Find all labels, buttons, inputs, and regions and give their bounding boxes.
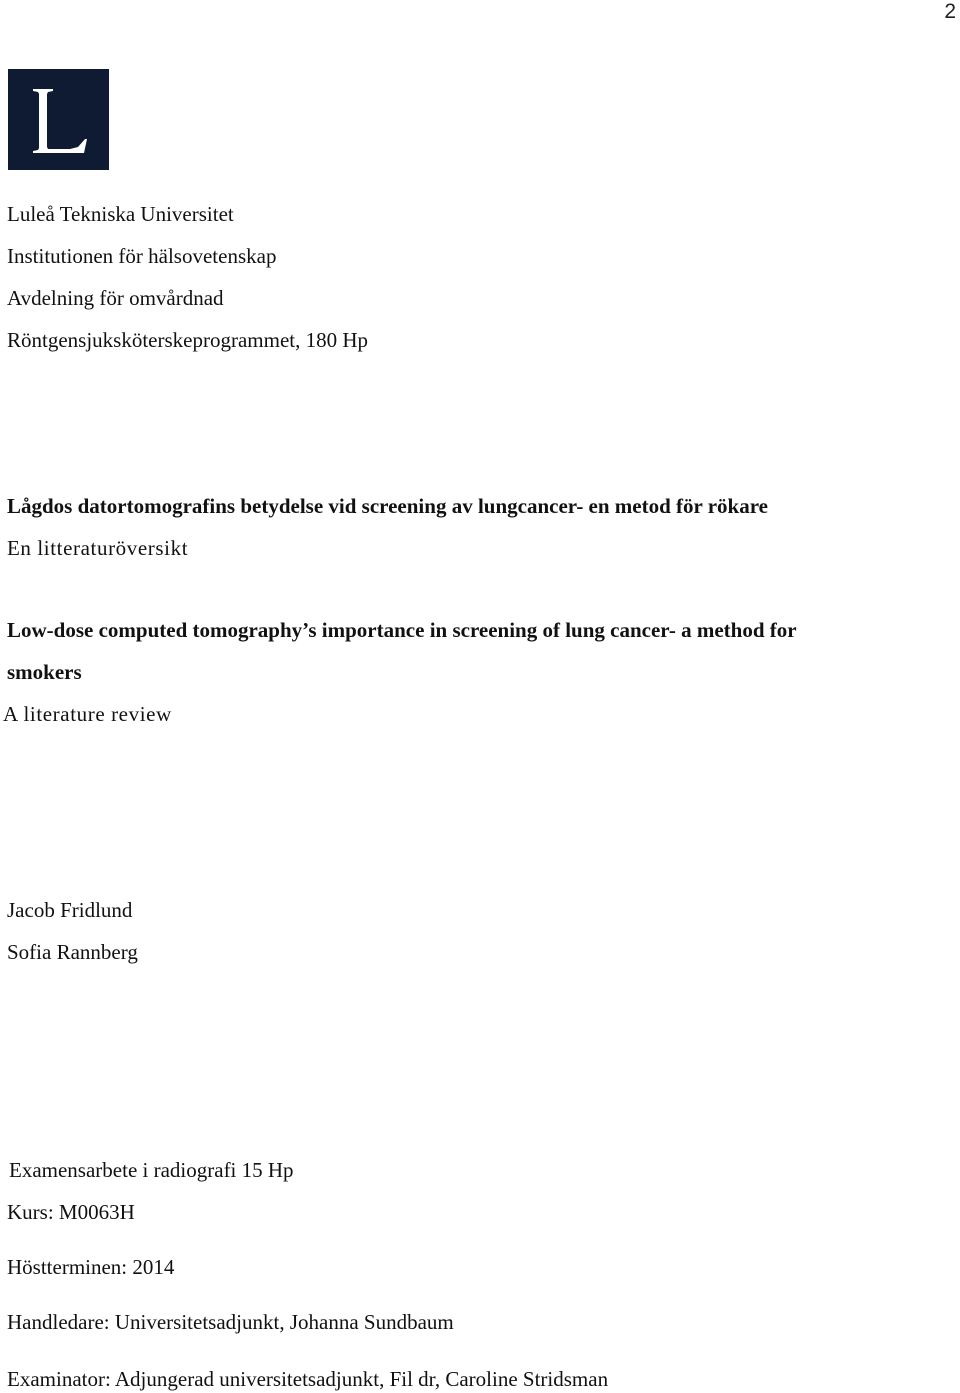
- english-title-line-1: Low-dose computed tomography’s importance in screening of lung cancer- a method for: [7, 618, 797, 642]
- examiner: Examinator: Adjungerad universitetsadjunkt, Fil dr, Caroline Stridsman: [7, 1367, 609, 1391]
- swedish-subtitle: En litteraturöversikt: [7, 536, 189, 560]
- term: Höstterminen: 2014: [7, 1255, 175, 1279]
- author-name: Sofia Rannberg: [7, 940, 138, 964]
- division-name: Avdelning för omvårdnad: [7, 286, 224, 310]
- course-code: Kurs: M0063H: [7, 1200, 135, 1224]
- university-L-logo-icon: [8, 69, 109, 170]
- university-logo: [8, 69, 109, 170]
- page-number: 2: [944, 0, 956, 23]
- department-name: Institutionen för hälsovetenskap: [7, 244, 277, 268]
- english-title-line-2: smokers: [7, 660, 82, 684]
- program-name: Röntgensjuksköterskeprogrammet, 180 Hp: [7, 328, 369, 352]
- university-name: Luleå Tekniska Universitet: [7, 202, 234, 226]
- author-name: Jacob Fridlund: [7, 898, 133, 922]
- thesis-type: Examensarbete i radiografi 15 Hp: [9, 1158, 294, 1182]
- english-subtitle: A literature review: [3, 702, 172, 726]
- supervisor: Handledare: Universitetsadjunkt, Johanna Sundbaum: [7, 1310, 454, 1334]
- swedish-title: Lågdos datortomografins betydelse vid screening av lungcancer- en metod för rökare: [7, 494, 768, 518]
